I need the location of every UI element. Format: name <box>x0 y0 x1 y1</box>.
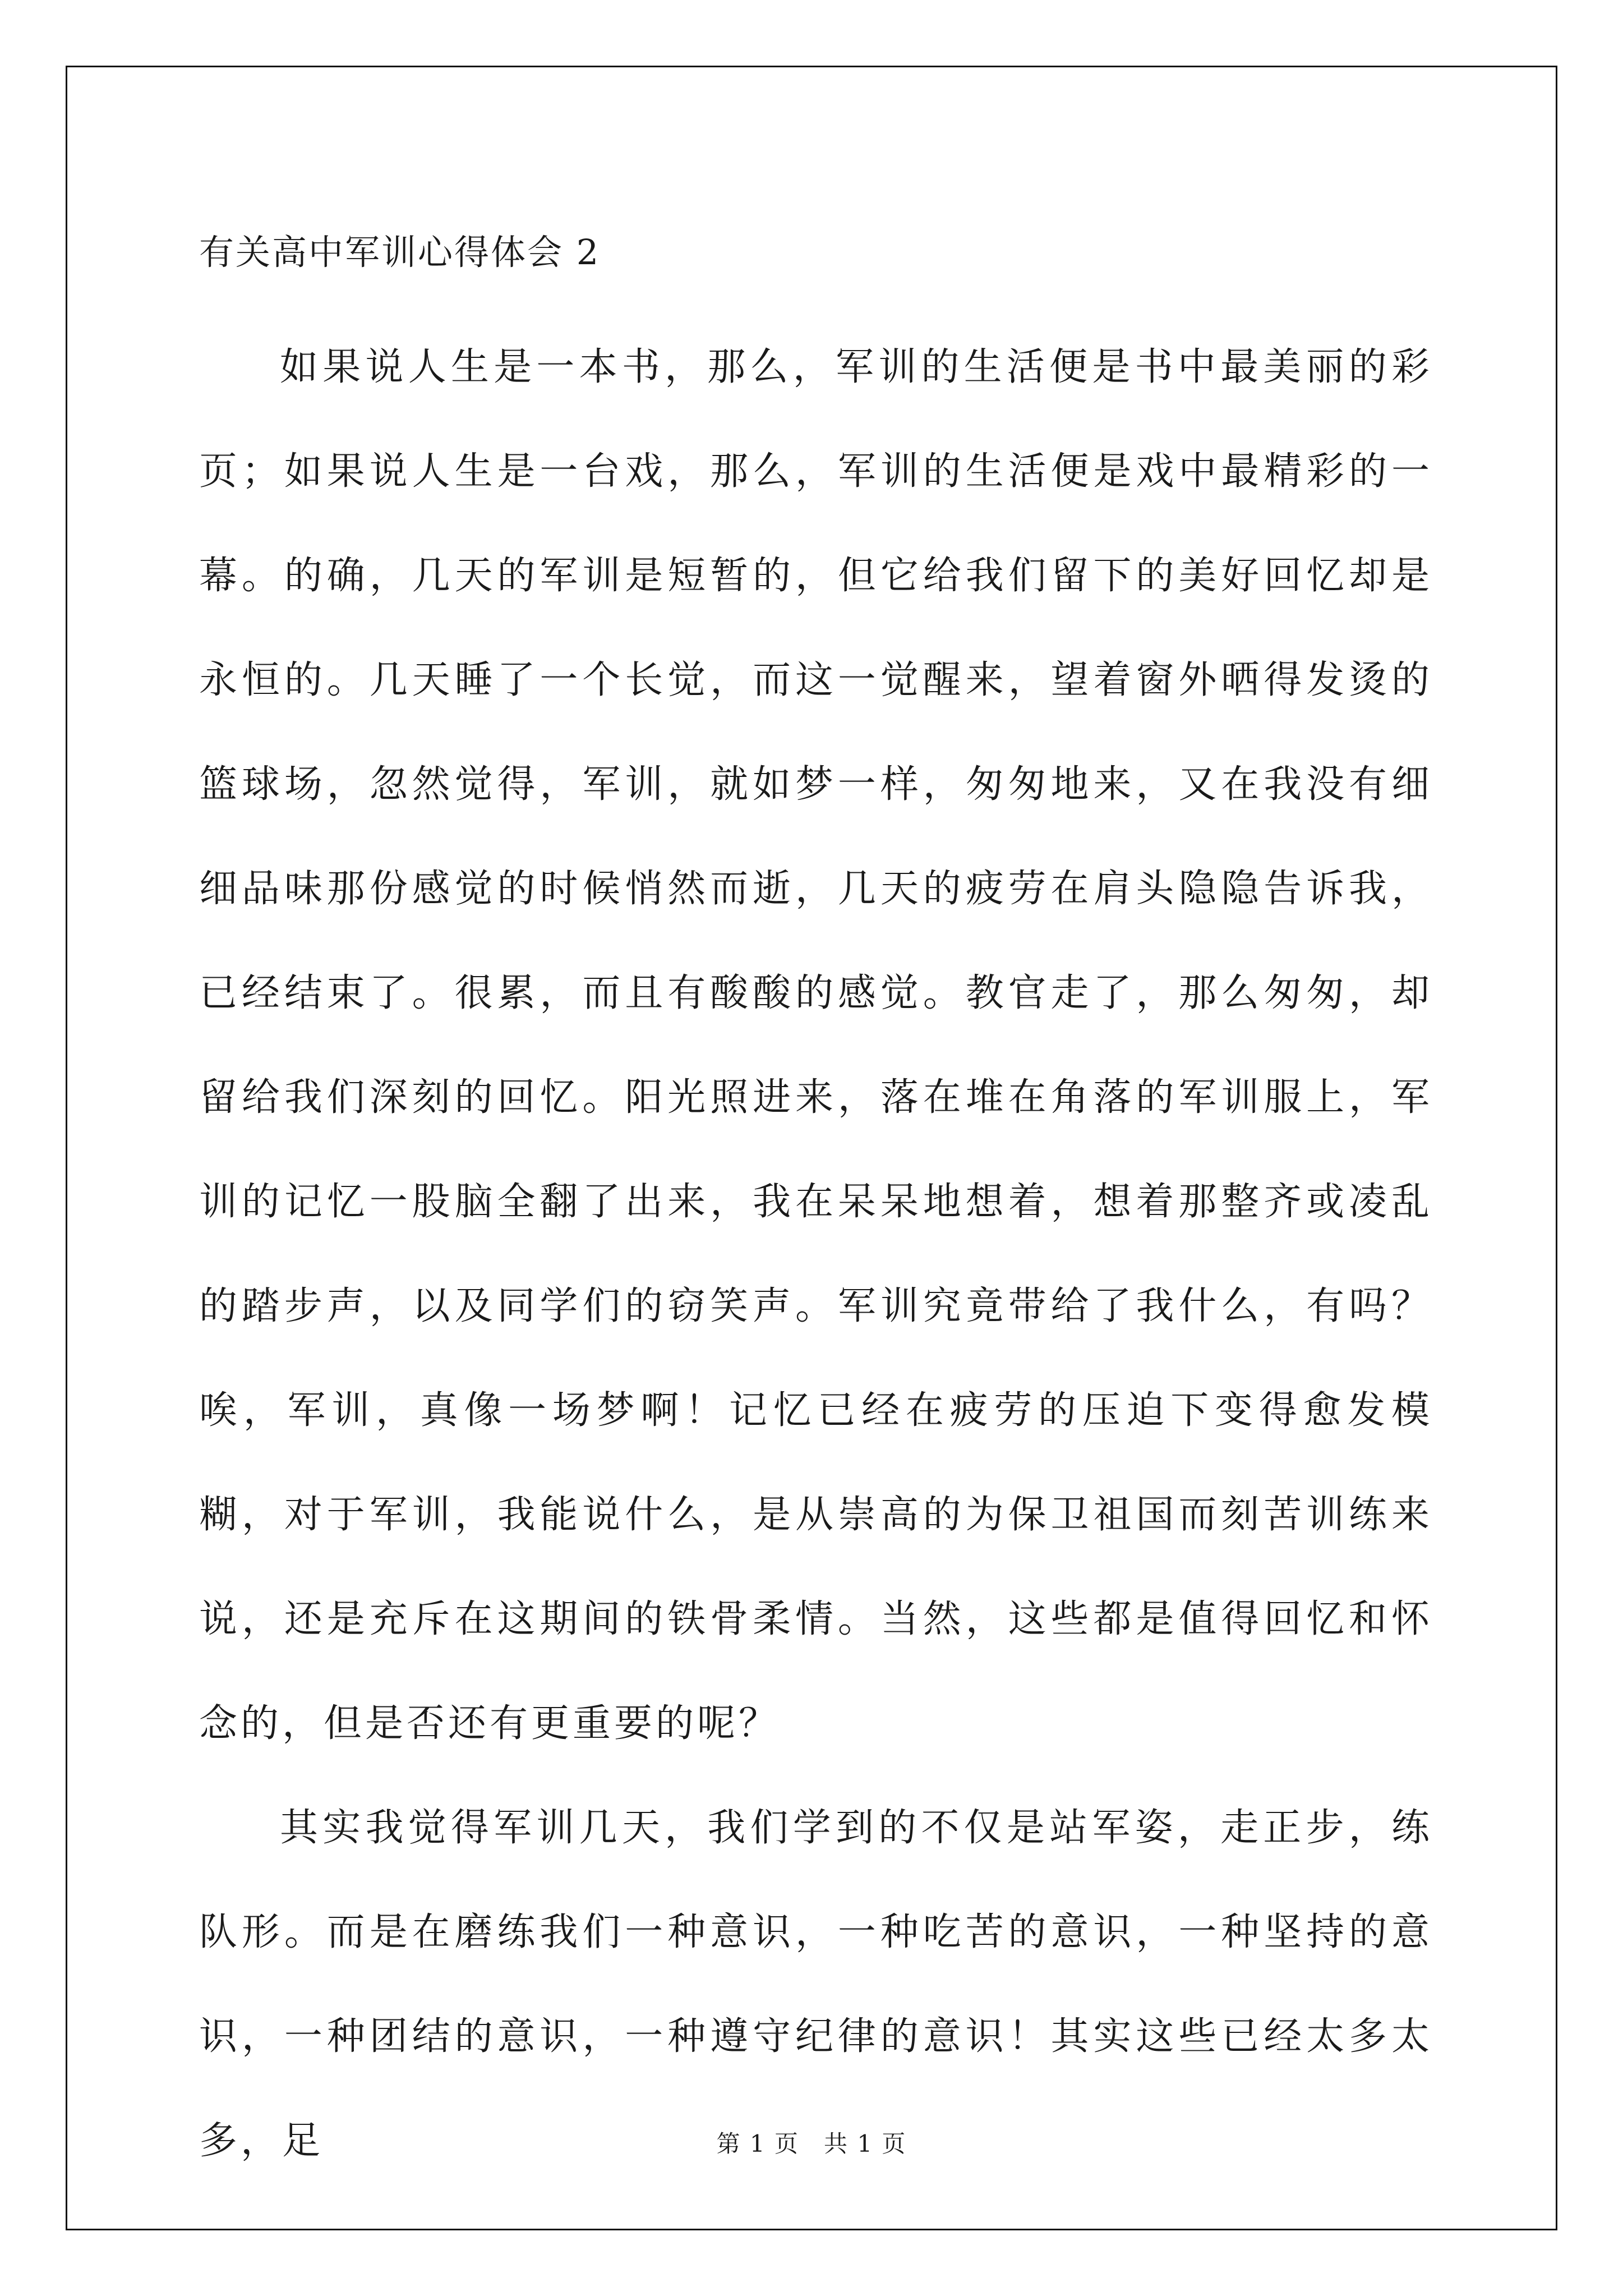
paragraph-1: 如果说人生是一本书，那么，军训的生活便是书中最美丽的彩页；如果说人生是一台戏，那么，军训的生活便是戏中最精彩的一幕。的确，几天的军训是短暂的，但它给我们留下的美好回忆却是永恒的。几天睡了一个长觉，而这一觉醒来，望着窗外晒得发烫的篮球场，忽然觉得，军训，就如梦一样，匆匆地来，又在我没有细细品味那份感觉的时候悄然而逝，几天的疲劳在肩头隐隐告诉我，已经结束了。很累，而且有酸酸的感觉。教官走了，那么匆匆，却留给我们深刻的回忆。阳光照进来，落在堆在角落的军训服上，军训的记忆一股脑全翻了出来，我在呆呆地想着，想着那整齐或凌乱的踏步声，以及同学们的窃笑声。军训究竟带给了我什么，有吗？唉，军训，真像一场梦啊！记忆已经在疲劳的压迫下变得愈发模糊，对于军训，我能说什么，是从崇高的为保卫祖国而刻苦训练来说，还是充斥在这期间的铁骨柔情。当然，这些都是值得回忆和怀念的，但是否还有更重要的呢？ <box>199 345 1433 1746</box>
paragraph-2: 其实我觉得军训几天，我们学到的不仅是站军姿，走正步，练队形。而是在磨练我们一种意识，一种吃苦的意识，一种坚持的意识，一种团结的意识，一种遵守纪律的意识！其实这些已经太多太多，足 <box>199 1806 1433 2163</box>
document-title: 有关高中军训心得体会 2 <box>199 232 601 273</box>
page-number-footer: 第 1 页 共 1 页 <box>716 2130 907 2157</box>
document-body <box>199 224 1433 2193</box>
